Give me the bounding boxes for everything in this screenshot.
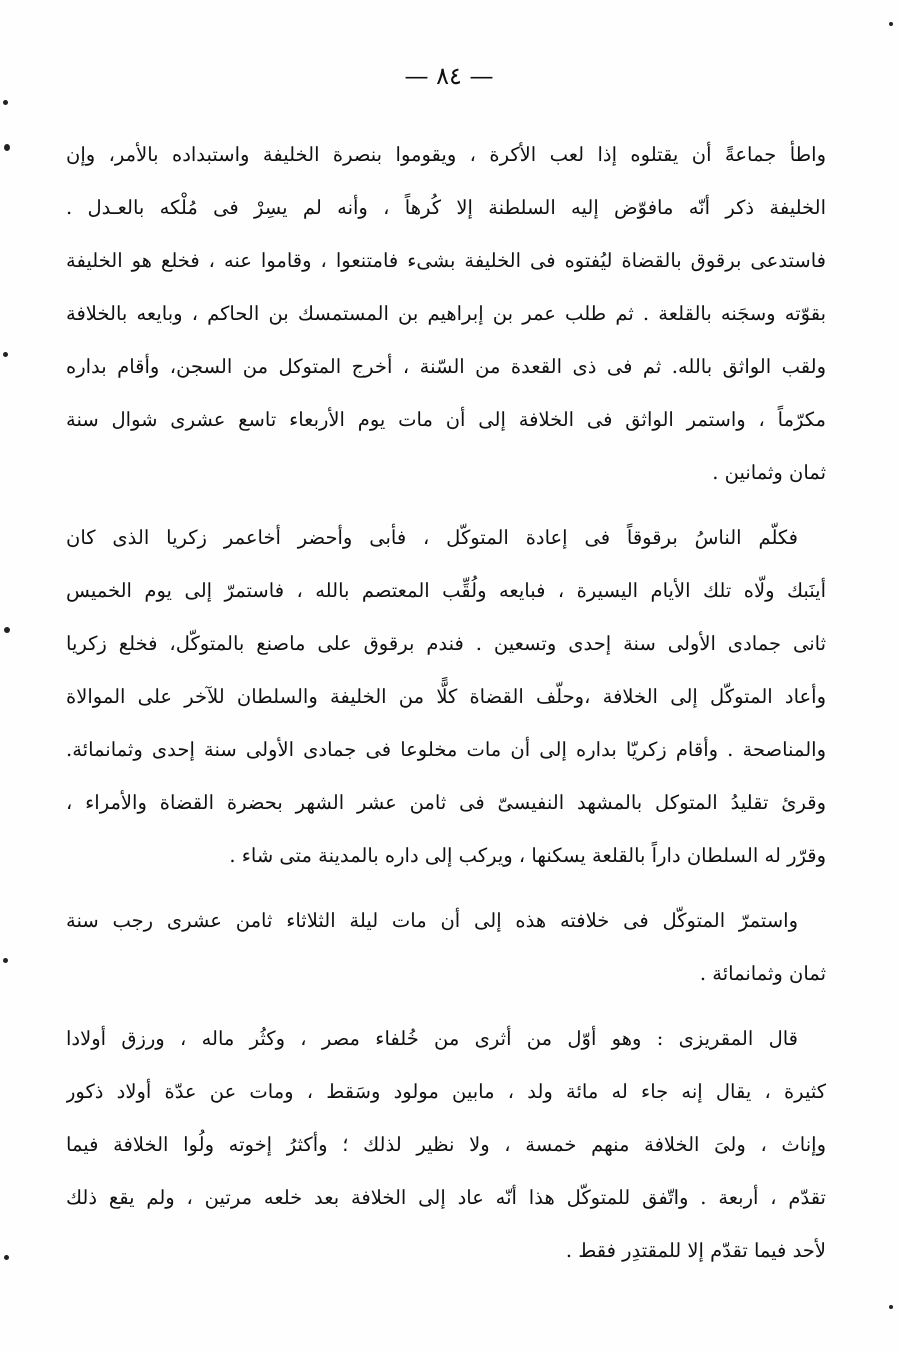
paragraph-gap <box>66 882 826 894</box>
page-number: — ٨٤ — <box>404 62 494 90</box>
paragraph-2 <box>66 511 826 882</box>
text-line: وقرّر له السلطان داراً بالقلعة يسكنها ، ويركب إلى داره بالمدينة متى شاء . <box>229 844 826 867</box>
text-line: ثانى جمادى الأولى سنة إحدى وتسعين . فندم برقوق على ماصنع بالمتوكّل، فخلع زكريا <box>66 632 826 655</box>
paragraph-gap <box>66 1000 826 1012</box>
text-line: بقوّته وسجَنه بالقلعة . ثم طلب عمر بن إبراهيم بن المستمسك بن الحاكم ، وبايعه بالخلافة <box>66 302 826 325</box>
scan-speck <box>4 1255 9 1260</box>
text-line: ثمان وثمانمائة . <box>699 962 826 985</box>
text-line: وأعاد المتوكّل إلى الخلافة ،وحلّف القضاة كلًّا من الخليفة والسلطان للآخر على الموالاة <box>66 685 826 708</box>
text-line: الخليفة ذكر أنّه مافوّض إليه السلطنة إلا كُرهاً ، وأنه لم يسِرْ فى مُلْكه بالعـدل . <box>66 196 826 219</box>
paragraph-1 <box>66 128 826 499</box>
scan-speck <box>889 1305 893 1309</box>
text-line: كثيرة ، يقال إنه جاء له مائة ولد ، مابين مولود وسَقط ، ومات عن عدّة أولاد ذكور <box>66 1080 826 1103</box>
text-line: ثمان وثمانين . <box>712 461 826 484</box>
paragraph-3 <box>66 894 826 1000</box>
text-line: لأحد فيما تقدّم إلا للمقتدِر فقط . <box>565 1239 826 1262</box>
scan-speck <box>889 22 893 26</box>
scan-speck <box>4 144 10 151</box>
text-line: أينَبك ولّاه تلك الأيام اليسيرة ، فبايعه ولُقِّب المعتصم بالله ، فاستمرّ إلى يوم الخميس <box>66 579 826 602</box>
paragraph-gap <box>66 499 826 511</box>
text-line: ولقب الواثق بالله. ثم فى ذى القعدة من السّنة ، أخرج المتوكل من السجن، وأقام بداره <box>66 355 826 378</box>
text-line: وقرئ تقليدُ المتوكل بالمشهد النفيسىّ فى ثامن عشر الشهر بحضرة القضاة والأمراء ، <box>66 791 826 814</box>
text-line: تقدّم ، أربعة . واتّفق للمتوكّل هذا أنّه عاد إلى الخلافة بعد خلعه مرتين ، ولم يقع ذلك <box>66 1186 826 1209</box>
scan-speck <box>4 627 10 633</box>
paragraph-4 <box>66 1012 826 1277</box>
text-line: فاستدعى برقوق بالقضاة ليُفتوه فى الخليفة بشىء فامتنعوا ، وقاموا عنه ، فخلع هو الخليفة <box>66 249 826 272</box>
text-line: واستمرّ المتوكّل فى خلافته هذه إلى أن مات ليلة الثلاثاء ثامن عشرى رجب سنة <box>66 909 798 932</box>
text-line: فكلّم الناسُ برقوقاً فى إعادة المتوكّل ، فأبى وأحضر أخاعمر زكريا الذى كان <box>66 526 798 549</box>
scan-speck <box>3 352 8 357</box>
text-line: قال المقريزى : وهو أوّل من أثرى من خُلفاء مصر ، وكثُر ماله ، ورزق أولادا <box>66 1027 798 1050</box>
body-text <box>66 128 826 1277</box>
scan-speck <box>3 100 8 105</box>
text-line: وإناث ، ولىَ الخلافة منهم خمسة ، ولا نظير لذلك ؛ وأكثرُ إخوته ولُوا الخلافة فيما <box>66 1133 826 1156</box>
text-line: واطأ جماعةً أن يقتلوه إذا لعب الأكرة ، ويقوموا بنصرة الخليفة واستبداده بالأمر، وإن <box>66 143 826 166</box>
text-line: والمناصحة . وأقام زكريّا بداره إلى أن مات مخلوعا فى جمادى الأولى سنة إحدى وثمانمائة. <box>66 738 826 761</box>
scan-speck <box>3 958 8 963</box>
text-line: مكرّماً ، واستمر الواثق فى الخلافة إلى أن مات يوم الأربعاء تاسع عشرى شوال سنة <box>66 408 826 431</box>
